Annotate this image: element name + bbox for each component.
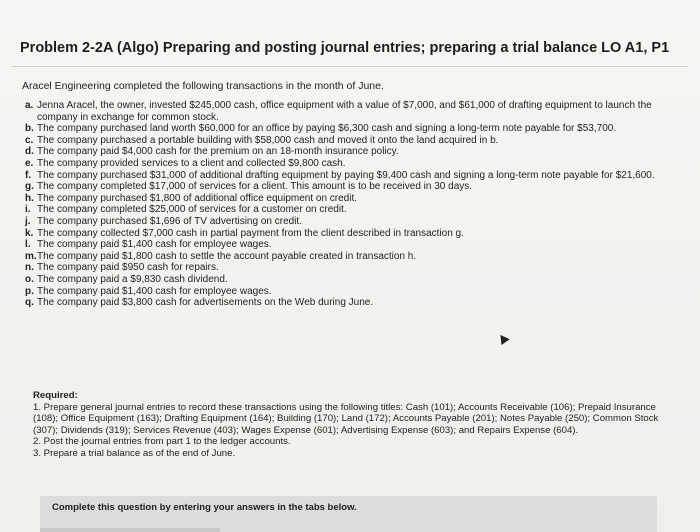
- transaction-item: f. The company purchased $31,000 of additional drafting equipment by paying $9,400 cash and signing a long-term note payable for $21,600.: [25, 169, 655, 181]
- transaction-list: [25, 100, 675, 309]
- mouse-cursor-icon: [496, 332, 509, 345]
- transaction-item: n. The company paid $950 cash for repairs.: [25, 262, 219, 274]
- transaction-item: d. The company paid $4,000 cash for the premium on an 18-month insurance policy.: [25, 146, 399, 158]
- required-item: 1. Prepare general journal entries to record these transactions using the following titles: Cash (101); Accounts Receivable (106); Prepaid Insurance (108); Office Equipment (163); Drafting Equipment (164); Building (170); Land (172); Accounts Payable (201); Notes Payable (250); Common Stock (307); Dividends (319); Services Revenue (403); Wages Expense (601); Advertising Expense (603); and Repairs Expense (604).: [33, 401, 659, 436]
- transaction-item: b. The company purchased land worth $60,000 for an office by paying $6,300 cash and signing a long-term note payable for $53,700.: [25, 123, 617, 135]
- title-divider: [12, 66, 688, 67]
- transaction-item: q. The company paid $3,800 cash for advertisements on the Web during June.: [25, 297, 374, 309]
- instruction-text: Complete this question by entering your answers in the tabs below.: [52, 502, 357, 513]
- required-item: 3. Prepare a trial balance as of the end of June.: [33, 447, 236, 459]
- transaction-item: i. The company completed $25,000 of services for a customer on credit.: [25, 204, 347, 216]
- required-item: 2. Post the journal entries from part 1 to the ledger accounts.: [33, 436, 291, 447]
- transaction-item: l. The company paid $1,400 cash for employee wages.: [25, 239, 272, 251]
- transaction-item: e. The company provided services to a client and collected $9,800 cash.: [25, 157, 346, 169]
- problem-title: Problem 2-2A (Algo) Preparing and posting journal entries; preparing a trial balance LO A1, P1: [20, 40, 670, 56]
- transaction-item: h. The company purchased $1,800 of additional office equipment on credit.: [25, 192, 358, 204]
- answer-tab-strip[interactable]: [40, 528, 220, 532]
- answer-tabs-panel: [40, 496, 657, 532]
- transaction-item: m. The company paid $1,800 cash to settle the account payable created in transaction h.: [25, 250, 417, 262]
- transaction-item: a. Jenna Aracel, the owner, invested $245,000 cash, office equipment with a value of $7,000, and $61,000 of drafting equipment to launch the company in exchange for common stock.: [25, 100, 652, 123]
- transaction-item: j. The company purchased $1,696 of TV advertising on credit.: [25, 215, 302, 227]
- transaction-item: g. The company completed $17,000 of services for a client. This amount is to be received in 30 days.: [25, 181, 473, 193]
- transaction-item: o. The company paid a $9,830 cash dividend.: [25, 273, 228, 285]
- transaction-item: p. The company paid $1,400 cash for employee wages.: [25, 285, 272, 297]
- required-heading: Required:: [33, 390, 78, 401]
- intro-text: Aracel Engineering completed the following transactions in the month of June.: [22, 80, 384, 92]
- required-section: [33, 390, 673, 459]
- transaction-item: k. The company collected $7,000 cash in partial payment from the client described in transaction g.: [25, 227, 464, 239]
- transaction-item: c. The company purchased a portable building with $58,000 cash and moved it onto the land acquired in b.: [25, 134, 499, 146]
